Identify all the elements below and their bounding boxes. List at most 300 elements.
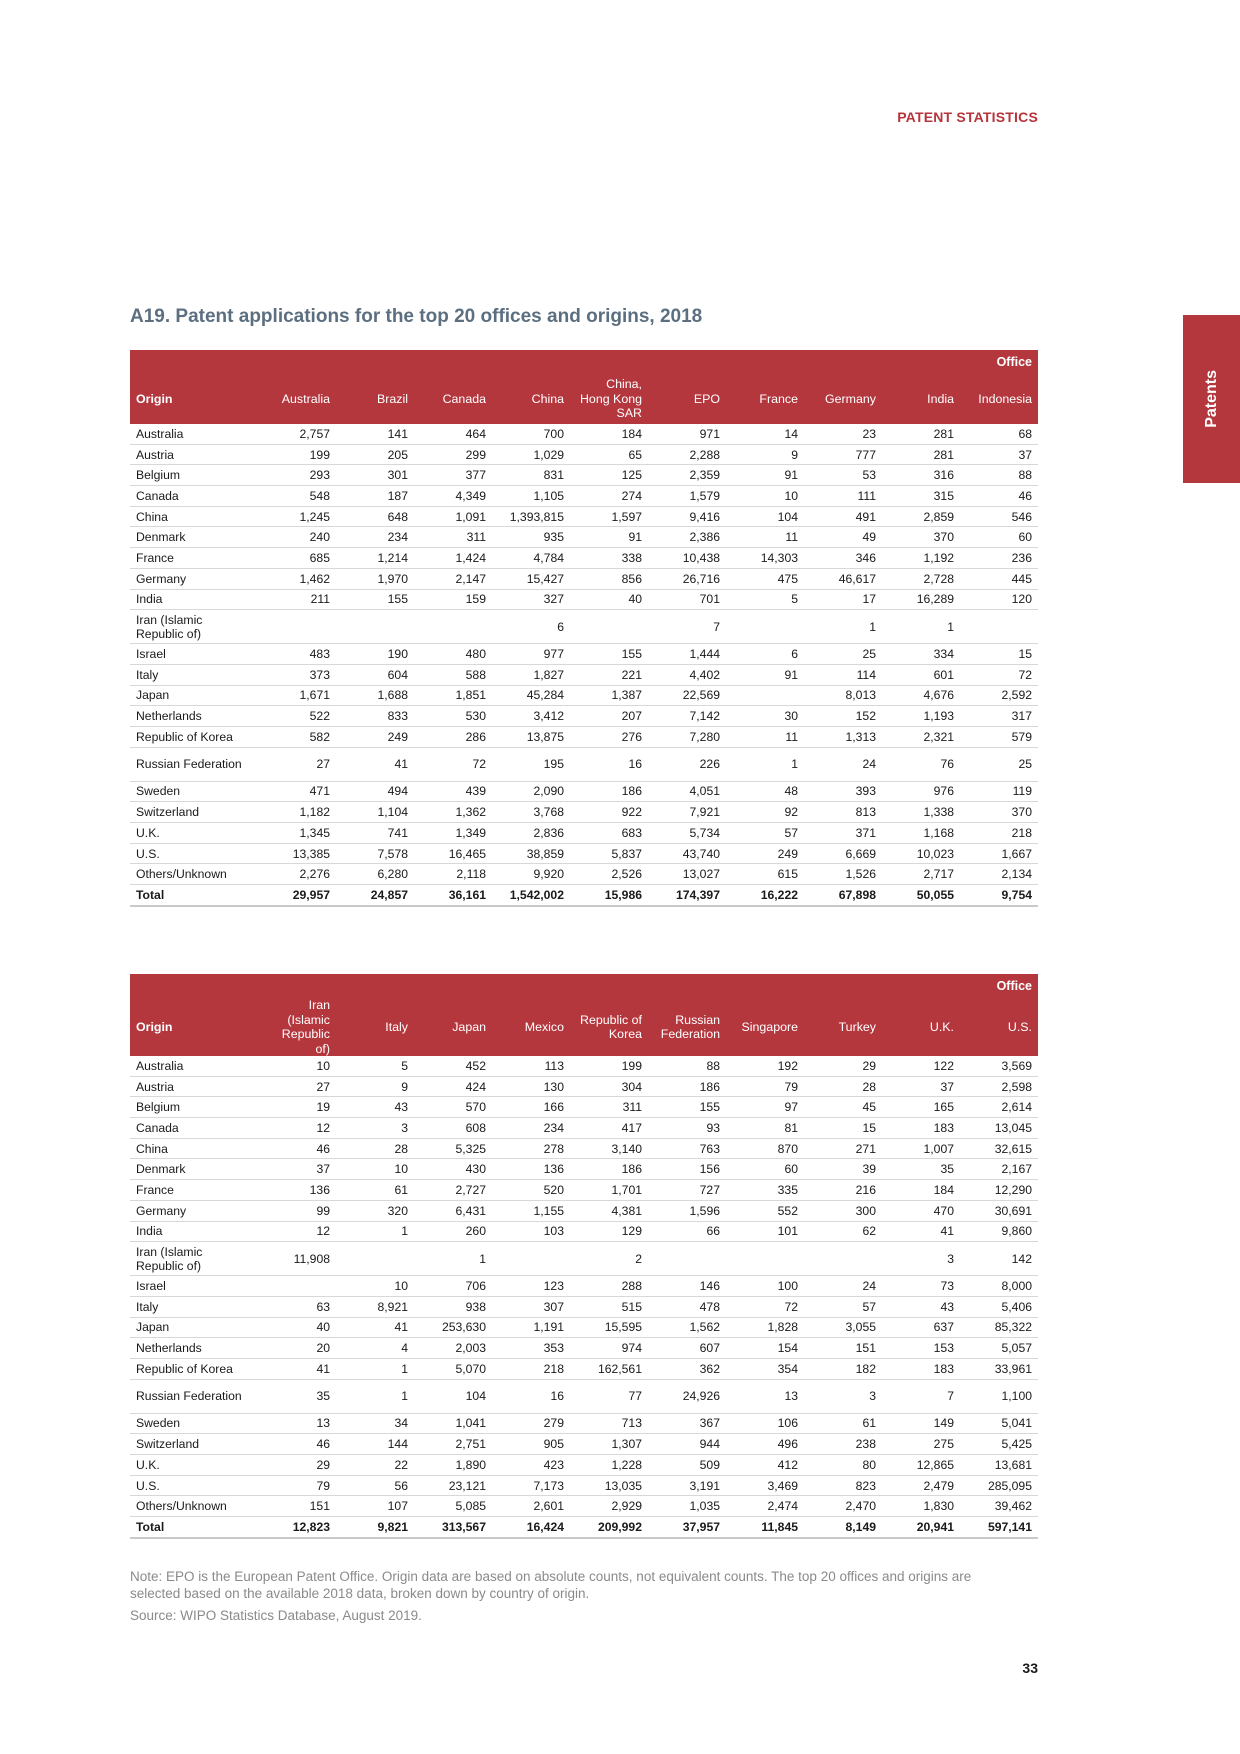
table-row [130, 610, 1038, 644]
table-row [130, 747, 1038, 781]
value-cell: 9,860 [960, 1221, 1038, 1242]
value-cell: 1,393,815 [492, 506, 570, 527]
column-header: China, Hong Kong SAR [570, 374, 648, 424]
value-cell: 207 [570, 706, 648, 727]
value-cell: 604 [336, 664, 414, 685]
value-cell: 221 [570, 664, 648, 685]
table-row [130, 685, 1038, 706]
value-cell: 494 [336, 781, 414, 802]
value-cell: 1,228 [570, 1455, 648, 1476]
value-cell: 700 [492, 424, 570, 444]
value-cell: 41 [258, 1358, 336, 1379]
value-cell: 2,118 [414, 864, 492, 885]
value-cell: 1,462 [258, 568, 336, 589]
value-cell: 1,444 [648, 644, 726, 665]
column-header: India [882, 374, 960, 424]
value-cell: 32,615 [960, 1138, 1038, 1159]
value-cell: 615 [726, 864, 804, 885]
column-header: EPO [648, 374, 726, 424]
table-row [130, 486, 1038, 507]
origin-cell: Japan [130, 1317, 258, 1338]
value-cell: 13,681 [960, 1455, 1038, 1476]
value-cell: 1,970 [336, 568, 414, 589]
value-cell: 113 [492, 1056, 570, 1076]
value-cell: 7,280 [648, 726, 726, 747]
origin-cell: Sweden [130, 1413, 258, 1434]
value-cell [960, 610, 1038, 644]
origin-cell: France [130, 548, 258, 569]
value-cell: 46,617 [804, 568, 882, 589]
total-value: 15,986 [570, 885, 648, 906]
value-cell: 1,035 [648, 1496, 726, 1517]
origin-cell: France [130, 1180, 258, 1201]
total-value: 1,542,002 [492, 885, 570, 906]
value-cell: 278 [492, 1138, 570, 1159]
value-cell: 417 [570, 1118, 648, 1139]
value-cell: 155 [570, 644, 648, 665]
origin-header: Origin [130, 998, 258, 1056]
origin-cell: Germany [130, 1200, 258, 1221]
value-cell: 3 [336, 1118, 414, 1139]
value-cell: 5,041 [960, 1413, 1038, 1434]
value-cell [648, 1242, 726, 1276]
value-cell: 608 [414, 1118, 492, 1139]
value-cell: 10,023 [882, 843, 960, 864]
table-row [130, 823, 1038, 844]
value-cell: 104 [726, 506, 804, 527]
origin-cell: Republic of Korea [130, 1358, 258, 1379]
table-row [130, 781, 1038, 802]
value-cell: 37 [882, 1076, 960, 1097]
value-cell: 285,095 [960, 1475, 1038, 1496]
total-row [130, 1517, 1038, 1538]
value-cell: 141 [336, 424, 414, 444]
value-cell: 17 [804, 589, 882, 610]
value-cell: 182 [804, 1358, 882, 1379]
value-cell: 1,827 [492, 664, 570, 685]
value-cell: 464 [414, 424, 492, 444]
value-cell: 136 [258, 1180, 336, 1201]
table-row [130, 1455, 1038, 1476]
value-cell: 1,245 [258, 506, 336, 527]
table-row [130, 864, 1038, 885]
value-cell: 7,173 [492, 1475, 570, 1496]
value-cell: 13,385 [258, 843, 336, 864]
origin-cell: Austria [130, 1076, 258, 1097]
origin-cell: Australia [130, 1056, 258, 1076]
value-cell: 16,289 [882, 589, 960, 610]
value-cell: 648 [336, 506, 414, 527]
value-cell [726, 685, 804, 706]
value-cell: 76 [882, 747, 960, 781]
origin-cell: Japan [130, 685, 258, 706]
value-cell: 1,667 [960, 843, 1038, 864]
value-cell: 49 [804, 527, 882, 548]
value-cell: 393 [804, 781, 882, 802]
value-cell: 1,349 [414, 823, 492, 844]
value-cell: 100 [726, 1276, 804, 1297]
value-cell: 317 [960, 706, 1038, 727]
value-cell: 142 [960, 1242, 1038, 1276]
value-cell: 130 [492, 1076, 570, 1097]
value-cell: 186 [648, 1076, 726, 1097]
total-value: 9,754 [960, 885, 1038, 906]
value-cell: 7 [882, 1379, 960, 1413]
value-cell: 125 [570, 465, 648, 486]
value-cell: 234 [336, 527, 414, 548]
value-cell: 162,561 [570, 1358, 648, 1379]
value-cell: 79 [258, 1475, 336, 1496]
value-cell: 152 [804, 706, 882, 727]
value-cell: 279 [492, 1413, 570, 1434]
value-cell: 107 [336, 1496, 414, 1517]
value-cell: 226 [648, 747, 726, 781]
value-cell: 6 [726, 644, 804, 665]
table-row [130, 1180, 1038, 1201]
value-cell: 870 [726, 1138, 804, 1159]
total-value: 174,397 [648, 885, 726, 906]
value-cell: 35 [258, 1379, 336, 1413]
side-tab[interactable] [1183, 315, 1240, 483]
column-header: Italy [336, 998, 414, 1056]
value-cell: 335 [726, 1180, 804, 1201]
patent-table-1 [130, 350, 1038, 907]
value-cell: 218 [492, 1358, 570, 1379]
value-cell: 833 [336, 706, 414, 727]
value-cell: 2,728 [882, 568, 960, 589]
value-cell: 7,142 [648, 706, 726, 727]
value-cell: 1,596 [648, 1200, 726, 1221]
column-header: France [726, 374, 804, 424]
value-cell: 1,597 [570, 506, 648, 527]
value-cell: 103 [492, 1221, 570, 1242]
value-cell: 274 [570, 486, 648, 507]
value-cell: 371 [804, 823, 882, 844]
value-cell: 1,828 [726, 1317, 804, 1338]
value-cell: 2,751 [414, 1434, 492, 1455]
column-header: Brazil [336, 374, 414, 424]
column-header: Indonesia [960, 374, 1038, 424]
value-cell: 1,313 [804, 726, 882, 747]
value-cell: 123 [492, 1276, 570, 1297]
total-value: 36,161 [414, 885, 492, 906]
table-row [130, 1056, 1038, 1076]
value-cell: 813 [804, 802, 882, 823]
value-cell: 195 [492, 747, 570, 781]
value-cell: 33,961 [960, 1358, 1038, 1379]
value-cell: 91 [570, 527, 648, 548]
value-cell: 475 [726, 568, 804, 589]
origin-cell: Switzerland [130, 802, 258, 823]
value-cell: 6,280 [336, 864, 414, 885]
value-cell: 165 [882, 1097, 960, 1118]
value-cell: 1,338 [882, 802, 960, 823]
table-row [130, 1496, 1038, 1517]
value-cell: 111 [804, 486, 882, 507]
value-cell: 9 [726, 444, 804, 465]
value-cell: 3,412 [492, 706, 570, 727]
value-cell: 106 [726, 1413, 804, 1434]
value-cell: 582 [258, 726, 336, 747]
value-cell: 88 [648, 1056, 726, 1076]
value-cell: 452 [414, 1056, 492, 1076]
value-cell: 430 [414, 1159, 492, 1180]
value-cell: 24 [804, 1276, 882, 1297]
value-cell: 190 [336, 644, 414, 665]
table-row [130, 1159, 1038, 1180]
value-cell: 155 [648, 1097, 726, 1118]
value-cell: 471 [258, 781, 336, 802]
value-cell: 470 [882, 1200, 960, 1221]
value-cell: 240 [258, 527, 336, 548]
value-cell: 186 [570, 1159, 648, 1180]
value-cell: 1,362 [414, 802, 492, 823]
value-cell: 211 [258, 589, 336, 610]
origin-cell: China [130, 506, 258, 527]
value-cell: 4,402 [648, 664, 726, 685]
value-cell [414, 610, 492, 644]
value-cell: 40 [258, 1317, 336, 1338]
origin-cell: U.S. [130, 843, 258, 864]
note-block [130, 1568, 1010, 1629]
value-cell: 1,526 [804, 864, 882, 885]
value-cell: 831 [492, 465, 570, 486]
value-cell: 1,104 [336, 802, 414, 823]
value-cell: 271 [804, 1138, 882, 1159]
value-cell: 2,929 [570, 1496, 648, 1517]
value-cell: 39,462 [960, 1496, 1038, 1517]
origin-cell: India [130, 589, 258, 610]
office-header: Office [130, 350, 1038, 374]
value-cell: 2,321 [882, 726, 960, 747]
table-row [130, 706, 1038, 727]
value-cell: 155 [336, 589, 414, 610]
value-cell: 13,035 [570, 1475, 648, 1496]
value-cell: 1 [336, 1379, 414, 1413]
value-cell: 935 [492, 527, 570, 548]
origin-header: Origin [130, 374, 258, 424]
column-header: Turkey [804, 998, 882, 1056]
column-header: Germany [804, 374, 882, 424]
value-cell: 4 [336, 1338, 414, 1359]
table-row [130, 664, 1038, 685]
value-cell: 5,425 [960, 1434, 1038, 1455]
table-row [130, 465, 1038, 486]
value-cell: 2,090 [492, 781, 570, 802]
value-cell: 57 [726, 823, 804, 844]
table-row [130, 1379, 1038, 1413]
value-cell: 346 [804, 548, 882, 569]
value-cell: 377 [414, 465, 492, 486]
table-row [130, 1317, 1038, 1338]
value-cell: 10 [726, 486, 804, 507]
value-cell: 12,865 [882, 1455, 960, 1476]
value-cell: 46 [960, 486, 1038, 507]
value-cell: 439 [414, 781, 492, 802]
value-cell: 3,469 [726, 1475, 804, 1496]
value-cell: 91 [726, 664, 804, 685]
total-value: 37,957 [648, 1517, 726, 1538]
value-cell: 97 [726, 1097, 804, 1118]
value-cell: 1,307 [570, 1434, 648, 1455]
table-row [130, 1118, 1038, 1139]
value-cell: 3,140 [570, 1138, 648, 1159]
value-cell: 41 [882, 1221, 960, 1242]
value-cell: 8,013 [804, 685, 882, 706]
value-cell: 63 [258, 1296, 336, 1317]
table-row [130, 506, 1038, 527]
value-cell: 2,717 [882, 864, 960, 885]
value-cell: 11 [726, 726, 804, 747]
value-cell: 2,479 [882, 1475, 960, 1496]
page-title: A19. Patent applications for the top 20 offices and origins, 2018 [130, 306, 703, 327]
value-cell: 38,859 [492, 843, 570, 864]
value-cell: 1,168 [882, 823, 960, 844]
table-row [130, 1338, 1038, 1359]
origin-cell: Russian Federation [130, 747, 258, 781]
value-cell: 92 [726, 802, 804, 823]
value-cell: 13 [726, 1379, 804, 1413]
value-cell: 367 [648, 1413, 726, 1434]
origin-cell: Israel [130, 1276, 258, 1297]
value-cell: 320 [336, 1200, 414, 1221]
value-cell: 253,630 [414, 1317, 492, 1338]
value-cell: 3 [804, 1379, 882, 1413]
value-cell: 57 [804, 1296, 882, 1317]
origin-cell: Iran (Islamic Republic of) [130, 610, 258, 644]
origin-cell: Italy [130, 1296, 258, 1317]
value-cell: 192 [726, 1056, 804, 1076]
value-cell: 186 [570, 781, 648, 802]
value-cell: 579 [960, 726, 1038, 747]
value-cell: 2,836 [492, 823, 570, 844]
value-cell: 27 [258, 1076, 336, 1097]
value-cell: 15 [804, 1118, 882, 1139]
origin-cell: Belgium [130, 465, 258, 486]
value-cell: 483 [258, 644, 336, 665]
value-cell: 601 [882, 664, 960, 685]
value-cell: 65 [570, 444, 648, 465]
value-cell: 276 [570, 726, 648, 747]
value-cell: 2,470 [804, 1496, 882, 1517]
origin-cell: Israel [130, 644, 258, 665]
value-cell: 85,322 [960, 1317, 1038, 1338]
value-cell: 4,676 [882, 685, 960, 706]
value-cell: 13,045 [960, 1118, 1038, 1139]
value-cell: 249 [726, 843, 804, 864]
value-cell: 37 [258, 1159, 336, 1180]
value-cell: 338 [570, 548, 648, 569]
value-cell: 1,191 [492, 1317, 570, 1338]
value-cell: 22 [336, 1455, 414, 1476]
value-cell: 46 [258, 1138, 336, 1159]
value-cell: 39 [804, 1159, 882, 1180]
origin-cell: Others/Unknown [130, 1496, 258, 1517]
value-cell: 307 [492, 1296, 570, 1317]
value-cell: 234 [492, 1118, 570, 1139]
origin-cell: U.S. [130, 1475, 258, 1496]
value-cell: 136 [492, 1159, 570, 1180]
value-cell: 1,688 [336, 685, 414, 706]
value-cell: 1,387 [570, 685, 648, 706]
value-cell: 205 [336, 444, 414, 465]
value-cell: 1,193 [882, 706, 960, 727]
origin-cell: U.K. [130, 1455, 258, 1476]
total-value: 11,845 [726, 1517, 804, 1538]
value-cell: 183 [882, 1358, 960, 1379]
value-cell: 515 [570, 1296, 648, 1317]
value-cell: 146 [648, 1276, 726, 1297]
value-cell [258, 1276, 336, 1297]
origin-cell: U.K. [130, 823, 258, 844]
value-cell: 93 [648, 1118, 726, 1139]
origin-cell: Republic of Korea [130, 726, 258, 747]
column-header: Mexico [492, 998, 570, 1056]
value-cell: 354 [726, 1358, 804, 1379]
value-cell: 423 [492, 1455, 570, 1476]
office-header: Office [130, 974, 1038, 998]
value-cell: 156 [648, 1159, 726, 1180]
total-value: 12,823 [258, 1517, 336, 1538]
value-cell: 260 [414, 1221, 492, 1242]
value-cell [336, 1242, 414, 1276]
value-cell: 315 [882, 486, 960, 507]
value-cell: 478 [648, 1296, 726, 1317]
value-cell: 14,303 [726, 548, 804, 569]
patent-table-2 [130, 974, 1038, 1539]
value-cell: 637 [882, 1317, 960, 1338]
value-cell: 1 [336, 1221, 414, 1242]
value-cell: 122 [882, 1056, 960, 1076]
value-cell: 3,768 [492, 802, 570, 823]
origin-cell: Netherlands [130, 706, 258, 727]
value-cell: 6 [492, 610, 570, 644]
value-cell: 43,740 [648, 843, 726, 864]
value-cell: 216 [804, 1180, 882, 1201]
value-cell: 1 [804, 610, 882, 644]
table-row [130, 424, 1038, 444]
value-cell: 72 [726, 1296, 804, 1317]
value-cell: 281 [882, 424, 960, 444]
value-cell: 166 [492, 1097, 570, 1118]
value-cell: 43 [882, 1296, 960, 1317]
value-cell: 22,569 [648, 685, 726, 706]
value-cell: 316 [882, 465, 960, 486]
value-cell: 2,276 [258, 864, 336, 885]
column-header: Russian Federation [648, 998, 726, 1056]
value-cell: 8,000 [960, 1276, 1038, 1297]
value-cell: 2,167 [960, 1159, 1038, 1180]
value-cell: 299 [414, 444, 492, 465]
value-cell: 20 [258, 1338, 336, 1359]
value-cell: 184 [882, 1180, 960, 1201]
column-header: Iran (Islamic Republic of) [258, 998, 336, 1056]
origin-cell: India [130, 1221, 258, 1242]
value-cell: 183 [882, 1118, 960, 1139]
value-cell: 10 [336, 1159, 414, 1180]
value-cell: 184 [570, 424, 648, 444]
origin-cell: Switzerland [130, 1434, 258, 1455]
value-cell: 5,085 [414, 1496, 492, 1517]
value-cell: 72 [960, 664, 1038, 685]
value-cell: 15,427 [492, 568, 570, 589]
origin-cell: Iran (Islamic Republic of) [130, 1242, 258, 1276]
value-cell: 1 [882, 610, 960, 644]
value-cell: 1,214 [336, 548, 414, 569]
value-cell: 412 [726, 1455, 804, 1476]
value-cell: 1,671 [258, 685, 336, 706]
value-cell: 4,381 [570, 1200, 648, 1221]
